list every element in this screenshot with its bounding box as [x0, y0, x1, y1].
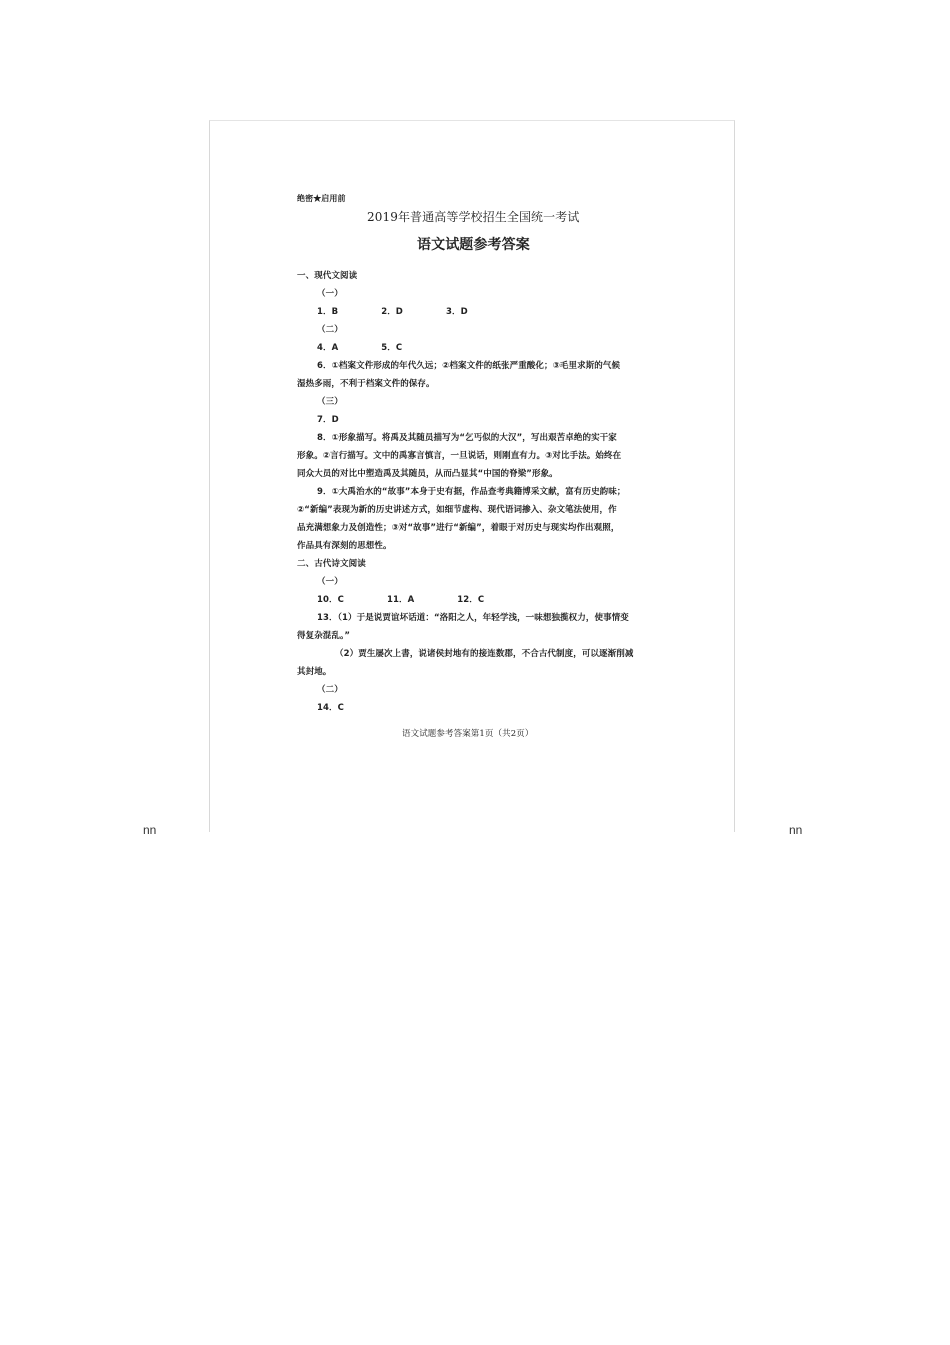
answer-line: 7．D: [317, 415, 339, 425]
margin-text-right: nn: [789, 823, 803, 837]
answer-line: 9．①大禹治水的“故事”本身于史有据，作品查考典籍博采文献，富有历史韵味；: [317, 487, 626, 497]
answer-line: 1．B 2．D 3．D: [317, 307, 468, 317]
subsection-label: （三）: [317, 397, 343, 407]
answer-sheet-page: [209, 120, 735, 832]
answer-line: ②“新编”表现为新的历史讲述方式，如细节虚构、现代语词掺入、杂文笔法使用，作: [297, 505, 617, 515]
subsection-label: （一）: [317, 289, 343, 299]
answer-line: 得复杂混乱。”: [297, 631, 351, 641]
secret-mark: 绝密★启用前: [297, 193, 346, 203]
margin-text-left: nn: [143, 823, 157, 837]
subsection-label: （二）: [317, 325, 343, 335]
answer-line: （2）贾生屡次上書，说诸侯封地有的接连数郡，不合古代制度，可以逐渐削减: [335, 649, 634, 659]
answer-line: 其封地。: [297, 667, 332, 677]
section-heading: 一、现代文阅读: [297, 271, 358, 281]
section-heading: 二、古代诗文阅读: [297, 559, 366, 569]
answer-line: 14．C: [317, 703, 344, 713]
answer-line: 同众大员的对比中塑造禹及其随员，从而凸显其“中国的脊梁”形象。: [297, 469, 558, 479]
answer-line: 13．（1）于是说贾谊坏话道：“洛阳之人，年轻学浅，一味想独揽权力，使事情变: [317, 613, 629, 623]
answer-line: 湿热多雨，不利于档案文件的保存。: [297, 379, 435, 389]
answer-line: 4．A 5．C: [317, 343, 403, 353]
answer-line: 6．①档案文件形成的年代久远；②档案文件的纸张严重酸化；③毛里求斯的气候: [317, 361, 621, 371]
answer-line: 8．①形象描写。将禹及其随员描写为“乞丐似的大汉”，写出艰苦卓绝的实干家: [317, 433, 617, 443]
answer-line: 10．C 11．A 12．C: [317, 595, 485, 605]
answer-line: 形象。②言行描写。文中的禹寡言慎言，一旦说话，则刚直有力。③对比手法。始终在: [297, 451, 622, 461]
answer-line: 作品具有深刻的思想性。: [297, 541, 392, 551]
exam-title: 2019年普通高等学校招生全国统一考试: [367, 210, 580, 224]
subsection-label: （一）: [317, 577, 343, 587]
page-footer: 语文试题参考答案第1页（共2页）: [402, 729, 534, 739]
answer-line: 品充满想象力及创造性；③对“故事”进行“新编”，着眼于对历史与现实均作出观照，: [297, 523, 620, 533]
document-title: 语文试题参考答案: [417, 237, 530, 253]
subsection-label: （二）: [317, 685, 343, 695]
